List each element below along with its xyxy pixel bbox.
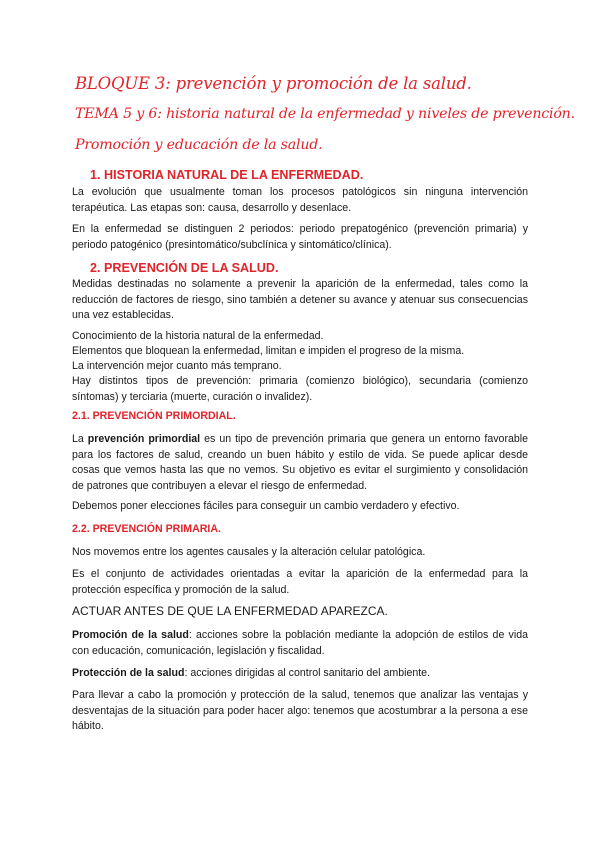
section-2-paragraph-1: Medidas destinadas no solamente a prevenir la aparición de la enfermedad, tales como la reducción de factores de riesgo, sino también a detener su avance y atenuar sus consecuencias una vez establecidas.: [72, 278, 528, 322]
section-2-line-2: Elementos que bloquean la enfermedad, limitan e impiden el progreso de la misma.: [72, 345, 465, 357]
section-2-heading: 2. PREVENCIÓN DE LA SALUD.: [90, 261, 279, 275]
text-run: : acciones dirigidas al control sanitario del ambiente.: [184, 667, 431, 679]
section-2-2-paragraph-2: Es el conjunto de actividades orientadas a evitar la aparición de la enfermedad para la protección específica y promoción de la salud.: [72, 568, 528, 596]
bold-term: Protección de la salud: [72, 667, 185, 679]
section-1-paragraph-2: En la enfermedad se distinguen 2 periodos: periodo prepatogénico (prevención primaria) y periodo patogénico (presintomático/subclínica y sintomático/clínica).: [72, 223, 528, 251]
subtitle: Promoción y educación de la salud.: [75, 137, 323, 153]
protection-paragraph: [72, 666, 528, 682]
promotion-paragraph: [72, 628, 528, 659]
section-2-line-3: La intervención mejor cuanto más temprano.: [72, 360, 282, 372]
section-2-1-heading: 2.1. PREVENCIÓN PRIMORDIAL.: [72, 410, 236, 422]
final-paragraph: Para llevar a cabo la promoción y protección de la salud, tenemos que analizar las ventajas y desventajas de la situación para poder hacer algo: tenemos que acostumbrar a la persona a ese hábito.: [72, 689, 528, 733]
section-1-heading: 1. HISTORIA NATURAL DE LA ENFERMEDAD.: [90, 168, 364, 182]
section-1-paragraph-1: La evolución que usualmente toman los procesos patológicos sin ninguna intervención terapéutica. Las etapas son: causa, desarrollo y desenlace.: [72, 186, 528, 214]
section-2-1-paragraph-2: Debemos poner elecciones fáciles para conseguir un cambio verdadero y efectivo.: [72, 500, 460, 512]
text-run: es un tipo de prevención primaria que genera un entorno favorable para los factores de salud, creando un buen hábito y estilo de vida. Se puede aplicar desde cosas que vemos hasta las que no vemos. Su objetivo es evitar el surgimiento y consolidación de patrones que contribuyen a elevar el riesgo de enfermedad.: [72, 433, 529, 492]
section-2-2-paragraph-1: Nos movemos entre los agentes causales y la alteración celular patológica.: [72, 546, 426, 558]
uppercase-statement: ACTUAR ANTES DE QUE LA ENFERMEDAD APAREZCA.: [72, 604, 388, 618]
bold-term: Promoción de la salud: [72, 629, 189, 641]
text-run: : acciones sobre la población mediante la adopción de estilos de vida con educación, comunicación, legislación y fiscalidad.: [72, 629, 528, 657]
text-run: La: [72, 433, 88, 445]
section-2-line-4: Hay distintos tipos de prevención: primaria (comienzo biológico), secundaria (comienzo síntomas) y terciaria (muerte, curación o invalidez).: [72, 375, 528, 403]
block-title: BLOQUE 3: prevención y promoción de la salud.: [75, 74, 472, 93]
section-2-1-paragraph-1: [72, 432, 528, 494]
section-2-2-heading: 2.2. PREVENCIÓN PRIMARIA.: [72, 523, 221, 535]
bold-term: prevención primordial: [87, 433, 201, 445]
section-2-line-1: Conocimiento de la historia natural de la enfermedad.: [72, 330, 324, 342]
topic-title: TEMA 5 y 6: historia natural de la enfermedad y niveles de prevención.: [75, 106, 575, 122]
